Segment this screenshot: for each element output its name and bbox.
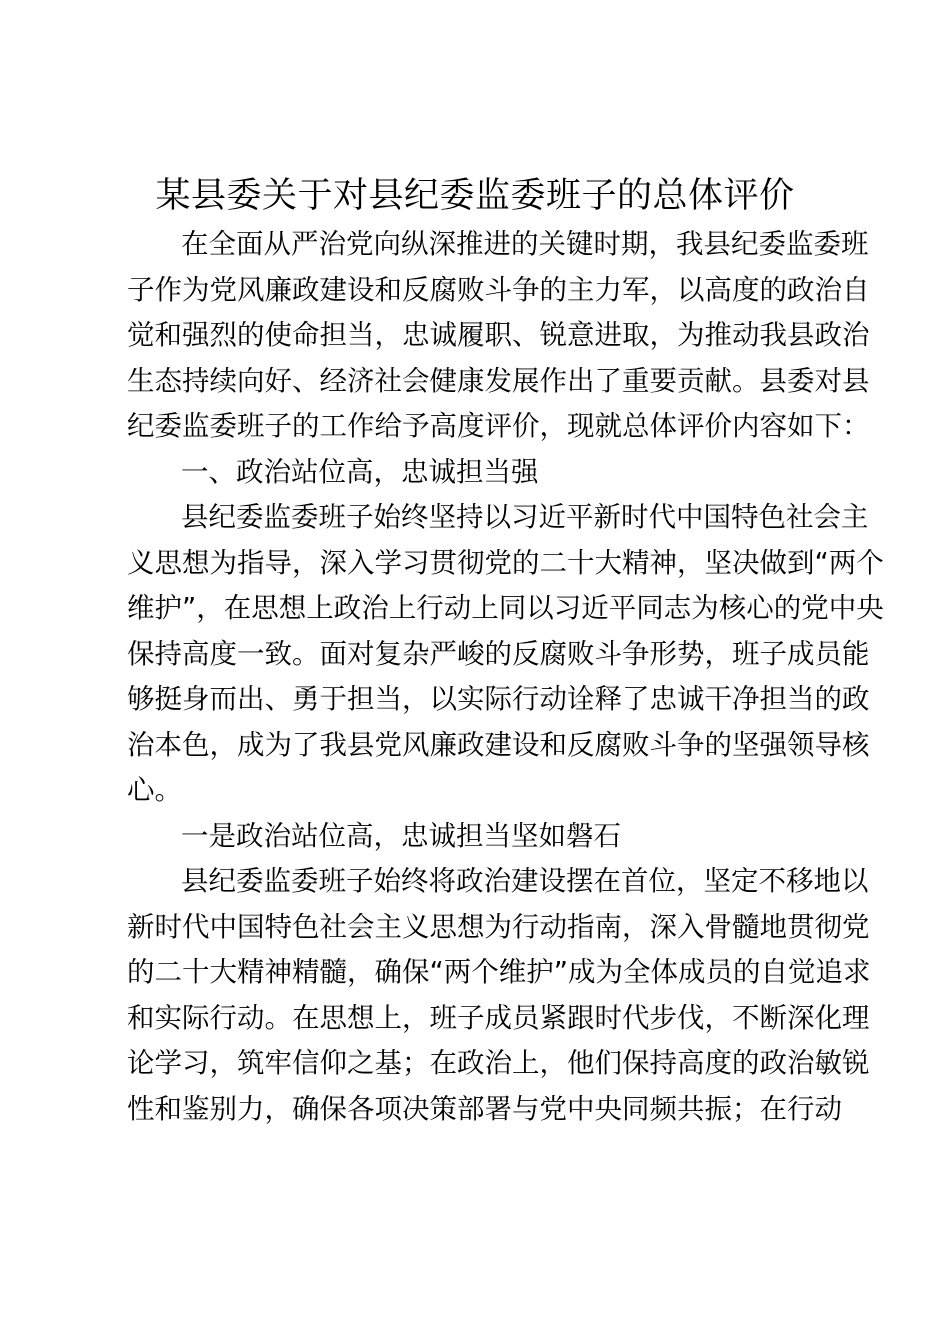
text-line: 觉和强烈的使命担当，忠诚履职、锐意进取，为推动我县政治	[127, 319, 870, 351]
document-title: 某县委关于对县纪委监委班子的总体评价	[155, 176, 795, 216]
text-line: 在全面从严治党向纵深推进的关键时期，我县纪委监委班	[181, 228, 869, 260]
section-heading	[127, 814, 843, 860]
document-body	[127, 222, 884, 1132]
text-line: 纪委监委班子的工作给予高度评价，现就总体评价内容如下：	[127, 410, 870, 442]
text-line: 子作为党风廉政建设和反腐败斗争的主力军，以高度的政治自	[127, 273, 870, 306]
text-line: 维护”，在思想上政治上行动上同以习近平同志为核心的党中央	[127, 592, 884, 624]
text-line: 论学习，筑牢信仰之基；在政治上，他们保持高度的政治敏锐	[127, 1047, 870, 1079]
section-heading	[127, 450, 843, 496]
text-line: 一是政治站位高，忠诚担当坚如磐石	[181, 819, 621, 852]
paragraph	[127, 222, 870, 450]
text-line: 县纪委监委班子始终将政治建设摆在首位，坚定不移地以	[181, 865, 869, 897]
text-line: 生态持续向好、经济社会健康发展作出了重要贡献。县委对县	[127, 364, 870, 397]
text-line: 新时代中国特色社会主义思想为行动指南，深入骨髓地贯彻党	[127, 910, 870, 943]
text-line: 县纪委监委班子始终坚持以习近平新时代中国特色社会主	[181, 501, 869, 533]
text-line: 的二十大精神精髓，确保“两个维护”成为全体成员的自觉追求	[127, 956, 871, 988]
text-line: 一、政治站位高，忠诚担当强	[181, 455, 539, 488]
text-line: 义思想为指导，深入学习贯彻党的二十大精神，坚决做到“两个	[127, 546, 884, 579]
text-line: 够挺身而出、勇于担当，以实际行动诠释了忠诚干净担当的政	[127, 683, 870, 715]
text-line: 和实际行动。在思想上，班子成员紧跟时代步伐，不断深化理	[127, 1001, 870, 1034]
paragraph	[127, 859, 871, 1132]
text-line: 治本色，成为了我县党风廉政建设和反腐败斗争的坚强领导核	[127, 728, 870, 761]
text-line: 心。	[127, 774, 182, 806]
paragraph	[127, 495, 884, 814]
text-line: 保持高度一致。面对复杂严峻的反腐败斗争形势，班子成员能	[127, 637, 870, 670]
text-line: 性和鉴别力，确保各项决策部署与党中央同频共振；在行动	[127, 1092, 842, 1125]
